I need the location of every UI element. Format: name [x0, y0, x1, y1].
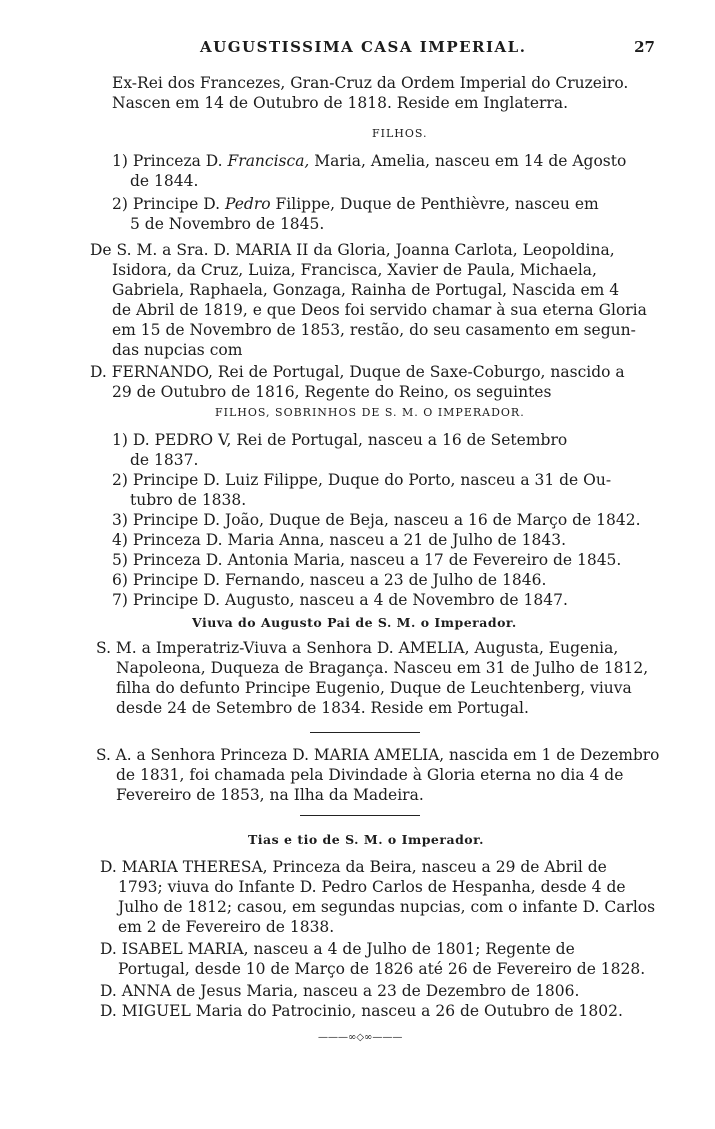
tias-line-8: D. MIGUEL Maria do Patrocinio, nasceu a 26 de Outubro de 1802. — [100, 1002, 623, 1020]
filho-1-line-2: de 1844. — [130, 172, 199, 190]
divider-2 — [300, 815, 420, 816]
tias-line-2: 1793; viuva do Infante D. Pedro Carlos de Hespanha, desde 4 de — [118, 878, 626, 896]
maria-line-2: Isidora, da Cruz, Luiza, Francisca, Xavier de Paula, Michaela, — [112, 261, 597, 279]
fernando-line-2: 29 de Outubro de 1816, Regente do Reino, os seguintes — [112, 383, 552, 401]
filho-2-line-1: 2) Principe D. Pedro Filippe, Duque de Penthièvre, nasceu em — [112, 195, 599, 213]
tias-line-7: D. ANNA de Jesus Maria, nasceu a 23 de Dezembro de 1806. — [100, 982, 580, 1000]
filho2-2-line-1: 2) Principe D. Luiz Filippe, Duque do Porto, nasceu a 31 de Ou- — [112, 471, 612, 489]
viuva-line-3: filha do defunto Principe Eugenio, Duque de Leuchtenberg, viuva — [116, 679, 632, 697]
viuva-line-2: Napoleona, Duqueza de Bragança. Nasceu em 31 de Julho de 1812, — [116, 659, 649, 677]
viuva-line-4: desde 24 de Setembro de 1834. Reside em Portugal. — [116, 699, 529, 717]
maria-line-3: Gabriela, Raphaela, Gonzaga, Rainha de Portugal, Nascida em 4 — [112, 281, 620, 299]
filho2-4: 4) Princeza D. Maria Anna, nasceu a 21 de Julho de 1843. — [112, 531, 567, 549]
filhos-sobrinhos-heading: FILHOS, SOBRINHOS DE S. M. O IMPERADOR. — [215, 406, 525, 419]
filho-2-line-2: 5 de Novembro de 1845. — [130, 215, 325, 233]
tias-line-1: D. MARIA THERESA, Princeza da Beira, nasceu a 29 de Abril de — [100, 858, 607, 876]
viuva-line-1: S. M. a Imperatriz-Viuva a Senhora D. AMELIA, Augusta, Eugenia, — [96, 639, 619, 657]
maria-line-4: de Abril de 1819, e que Deos foi servido chamar à sua eterna Gloria — [112, 301, 647, 319]
fernando-line-1: D. FERNANDO, Rei de Portugal, Duque de Saxe-Coburgo, nascido a — [90, 363, 625, 381]
end-ornament: ———∞◇∞——— — [318, 1032, 403, 1043]
intro-line-2: Nascen em 14 de Outubro de 1818. Reside em Inglaterra. — [112, 94, 568, 112]
maria-line-1: De S. M. a Sra. D. MARIA II da Gloria, Joanna Carlota, Leopoldina, — [90, 241, 615, 259]
filho2-1-line-1: 1) D. PEDRO V, Rei de Portugal, nasceu a 16 de Setembro — [112, 431, 568, 449]
divider-1 — [310, 732, 420, 733]
filho2-3: 3) Principe D. João, Duque de Beja, nasceu a 16 de Março de 1842. — [112, 511, 641, 529]
tias-line-4: em 2 de Fevereiro de 1838. — [118, 918, 335, 936]
princeza-line-3: Fevereiro de 1853, na Ilha da Madeira. — [116, 786, 424, 804]
princeza-line-1: S. A. a Senhora Princeza D. MARIA AMELIA, nascida em 1 de Dezembro — [96, 746, 660, 764]
princeza-line-2: de 1831, foi chamada pela Divindade à Gloria eterna no dia 4 de — [116, 766, 624, 784]
page-number: 27 — [634, 38, 655, 56]
running-header: AUGUSTISSIMA CASA IMPERIAL. — [200, 38, 527, 56]
tias-line-5: D. ISABEL MARIA, nasceu a 4 de Julho de 1801; Regente de — [100, 940, 575, 958]
tias-line-6: Portugal, desde 10 de Março de 1826 até 26 de Fevereiro de 1828. — [118, 960, 646, 978]
filho2-5: 5) Princeza D. Antonia Maria, nasceu a 17 de Fevereiro de 1845. — [112, 551, 622, 569]
filho-1-line-1: 1) Princeza D. Francisca, Maria, Amelia, nasceu em 14 de Agosto — [112, 152, 627, 170]
filho2-7: 7) Principe D. Augusto, nasceu a 4 de Novembro de 1847. — [112, 591, 568, 609]
maria-line-5: em 15 de Novembro de 1853, restão, do seu casamento em segun- — [112, 321, 636, 339]
filhos-heading: FILHOS. — [372, 127, 428, 140]
viuva-heading: Viuva do Augusto Pai de S. M. o Imperador. — [192, 615, 517, 630]
maria-line-6: das nupcias com — [112, 341, 243, 359]
filho2-6: 6) Principe D. Fernando, nasceu a 23 de Julho de 1846. — [112, 571, 547, 589]
filho2-1-line-2: de 1837. — [130, 451, 199, 469]
tias-heading: Tias e tio de S. M. o Imperador. — [248, 832, 484, 847]
intro-line-1: Ex-Rei dos Francezes, Gran-Cruz da Ordem Imperial do Cruzeiro. — [112, 74, 629, 92]
filho2-2-line-2: tubro de 1838. — [130, 491, 247, 509]
tias-line-3: Julho de 1812; casou, em segundas nupcias, com o infante D. Carlos — [118, 898, 656, 916]
